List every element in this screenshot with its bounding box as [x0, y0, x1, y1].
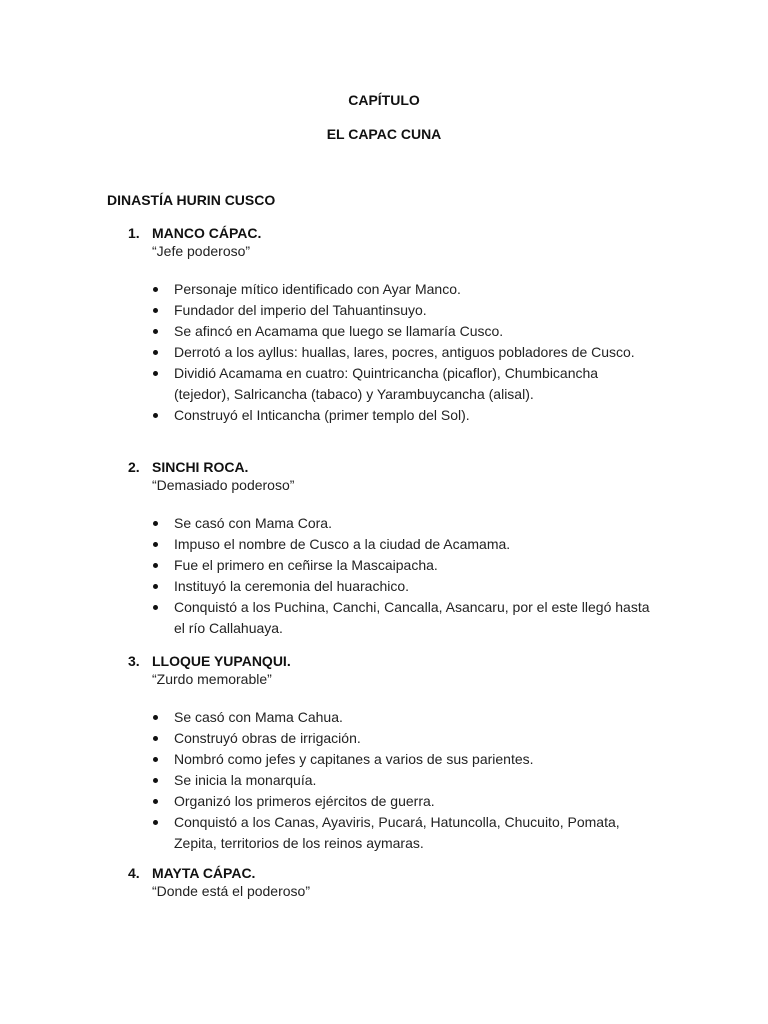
- ruler-entry: [128, 652, 688, 854]
- bullet-icon: [153, 521, 158, 526]
- list-item: [128, 707, 654, 728]
- ruler-number: 2.: [128, 459, 140, 475]
- list-item-text: Conquistó a los Puchina, Canchi, Cancalla, Asancaru, por el este llegó hasta el río Callahuaya.: [174, 599, 650, 636]
- list-item-text: Nombró como jefes y capitanes a varios de sus parientes.: [174, 751, 534, 767]
- list-item-text: Fundador del imperio del Tahuantinsuyo.: [174, 302, 427, 318]
- bullet-list: [128, 513, 688, 639]
- bullet-icon: [153, 820, 158, 825]
- list-item-text: Se casó con Mama Cora.: [174, 515, 332, 531]
- list-item: [128, 555, 654, 576]
- ruler-title: [128, 224, 688, 242]
- ruler-name: MANCO CÁPAC.: [152, 225, 262, 241]
- bullet-icon: [153, 605, 158, 610]
- list-item: [128, 728, 654, 749]
- bullet-list: [128, 279, 688, 426]
- list-item-text: Impuso el nombre de Cusco a la ciudad de Acamama.: [174, 536, 511, 552]
- list-item-text: Se afincó en Acamama que luego se llamaría Cusco.: [174, 323, 504, 339]
- ruler-entry: [128, 864, 688, 900]
- list-item: [128, 576, 654, 597]
- ruler-meaning: “Demasiado poderoso”: [152, 477, 295, 493]
- bullet-icon: [153, 799, 158, 804]
- ruler-entry: [128, 458, 688, 639]
- list-item: [128, 363, 654, 405]
- ruler-name: LLOQUE YUPANQUI.: [152, 653, 291, 669]
- ruler-meaning: “Jefe poderoso”: [152, 243, 251, 259]
- list-item: [128, 597, 654, 639]
- ruler-number: 1.: [128, 225, 140, 241]
- bullet-icon: [153, 563, 158, 568]
- list-item: [128, 321, 654, 342]
- bullet-icon: [153, 715, 158, 720]
- ruler-entry: [128, 224, 688, 426]
- bullet-icon: [153, 584, 158, 589]
- list-item-text: Se casó con Mama Cahua.: [174, 709, 343, 725]
- list-item-text: Conquistó a los Canas, Ayaviris, Pucará, Hatuncolla, Chucuito, Pomata, Zepita, territorios de los reinos aymaras.: [174, 814, 620, 851]
- list-item: [128, 812, 654, 854]
- ruler-name: MAYTA CÁPAC.: [152, 865, 256, 881]
- bullet-icon: [153, 329, 158, 334]
- ruler-title: [128, 864, 688, 882]
- list-item-text: Organizó los primeros ejércitos de guerra.: [174, 793, 435, 809]
- bullet-icon: [153, 350, 158, 355]
- chapter-title: EL CAPAC CUNA: [326, 126, 442, 142]
- bullet-icon: [153, 736, 158, 741]
- ruler-title: [128, 652, 688, 670]
- bullet-icon: [153, 308, 158, 313]
- ruler-meaning: “Donde está el poderoso”: [152, 883, 310, 899]
- list-item-text: Construyó obras de irrigación.: [174, 730, 361, 746]
- list-item: [128, 749, 654, 770]
- list-item: [128, 770, 654, 791]
- list-item: [128, 405, 654, 426]
- bullet-icon: [153, 287, 158, 292]
- list-item: [128, 342, 654, 363]
- ruler-number: 3.: [128, 653, 140, 669]
- bullet-list: [128, 707, 688, 854]
- list-item-text: Personaje mítico identificado con Ayar Manco.: [174, 281, 461, 297]
- bullet-icon: [153, 757, 158, 762]
- list-item-text: Derrotó a los ayllus: huallas, lares, pocres, antiguos pobladores de Cusco.: [174, 344, 635, 360]
- ruler-number: 4.: [128, 865, 140, 881]
- list-item-text: Instituyó la ceremonia del huarachico.: [174, 578, 410, 594]
- list-item: [128, 534, 654, 555]
- ruler-title: [128, 458, 688, 476]
- ruler-name: SINCHI ROCA.: [152, 459, 249, 475]
- list-item: [128, 513, 654, 534]
- list-item: [128, 279, 654, 300]
- bullet-icon: [153, 371, 158, 376]
- bullet-icon: [153, 778, 158, 783]
- list-item-text: Fue el primero en ceñirse la Mascaipacha.: [174, 557, 438, 573]
- list-item-text: Construyó el Inticancha (primer templo del Sol).: [174, 407, 470, 423]
- bullet-icon: [153, 542, 158, 547]
- list-item-text: Dividió Acamama en cuatro: Quintricancha (picaflor), Chumbicancha (tejedor), Salricancha (tabaco) y Yarambuycancha (alisal).: [174, 365, 599, 402]
- list-item: [128, 791, 654, 812]
- chapter-label: CAPÍTULO: [348, 92, 420, 108]
- list-item: [128, 300, 654, 321]
- list-item-text: Se inicia la monarquía.: [174, 772, 317, 788]
- bullet-icon: [153, 413, 158, 418]
- ruler-meaning: “Zurdo memorable”: [152, 671, 272, 687]
- section-heading: DINASTÍA HURIN CUSCO: [107, 192, 276, 208]
